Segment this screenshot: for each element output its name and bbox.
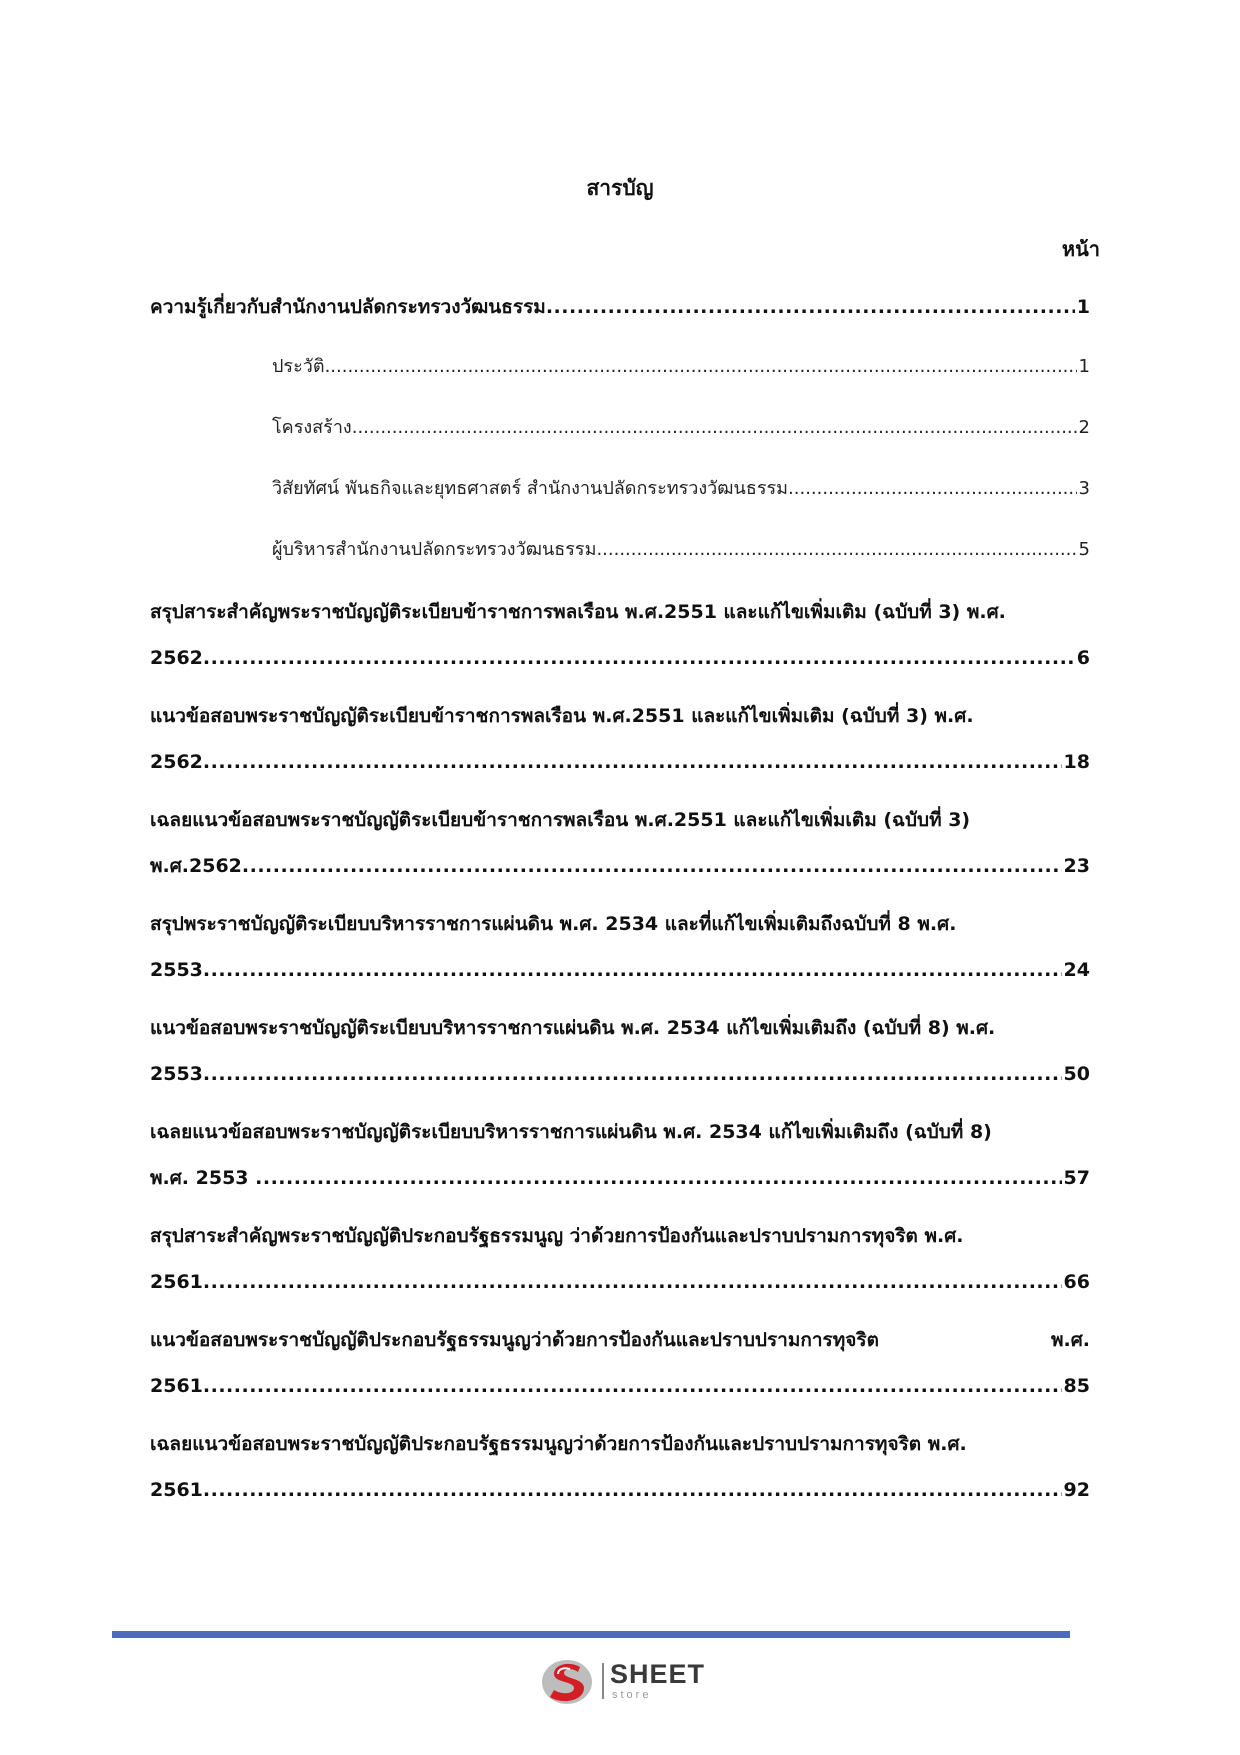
toc-leader-dots — [352, 413, 1077, 443]
toc-entry-page: 92 — [1063, 1479, 1090, 1501]
toc-leader-dots — [242, 851, 1062, 881]
toc-entry-text: เฉลยแนวข้อสอบพระราชบัญญัติระเบียบข้าราชการพลเรือน พ.ศ.2551 และแก้ไขเพิ่มเติม (ฉบับที่ 3) — [150, 809, 971, 831]
toc-entry-line2[interactable] — [150, 1163, 1090, 1193]
toc-entry-line2[interactable] — [150, 955, 1090, 985]
toc-entry-text: สรุปสาระสำคัญพระราชบัญญัติระเบียบข้าราชการพลเรือน พ.ศ.2551 และแก้ไขเพิ่มเติม (ฉบับที่ 3) พ.ศ. — [150, 601, 1006, 623]
footer-rule — [112, 1631, 1070, 1638]
toc-entry-text: ประวัติ — [272, 356, 325, 377]
toc-entry-page: 2 — [1078, 417, 1090, 438]
toc-entry-line1[interactable] — [150, 597, 1090, 627]
page-title: สารบัญ — [586, 176, 654, 200]
toc-entry-text: ความรู้เกี่ยวกับสำนักงานปลัดกระทรวงวัฒนธรรม — [150, 296, 546, 318]
logo-divider — [602, 1663, 604, 1699]
toc-leader-dots — [546, 292, 1075, 322]
page-column-header: หน้า — [1061, 237, 1100, 261]
sheet-store-s-icon — [540, 1655, 598, 1707]
toc-entry-page: 66 — [1063, 1271, 1090, 1293]
logo-subtext: store — [612, 1689, 652, 1701]
sheet-store-logo — [540, 1655, 720, 1707]
toc-entry-line1[interactable] — [150, 1221, 1090, 1251]
toc-entry-text: วิสัยทัศน์ พันธกิจและยุทธศาสตร์ สำนักงานปลัดกระทรวงวัฒนธรรม — [272, 478, 789, 499]
toc-entry-page: 3 — [1078, 478, 1090, 499]
toc-entry-page: 1 — [1076, 296, 1090, 318]
toc-subentry[interactable] — [272, 535, 1090, 565]
toc-entry-page: 6 — [1076, 647, 1090, 669]
toc-entry-text: พ.ศ.2562 — [150, 855, 242, 877]
toc-entry-text: แนวข้อสอบพระราชบัญญัติระเบียบข้าราชการพลเรือน พ.ศ.2551 และแก้ไขเพิ่มเติม (ฉบับที่ 3) พ.ศ. — [150, 705, 974, 727]
toc-leader-dots — [203, 1475, 1062, 1505]
toc-subentry[interactable] — [272, 413, 1090, 443]
toc-entry-line1[interactable] — [150, 805, 1090, 835]
toc-entry-page: 85 — [1063, 1375, 1090, 1397]
toc-leader-dots — [203, 1371, 1062, 1401]
toc-entry-line2[interactable] — [150, 747, 1090, 777]
toc-entry-text: เฉลยแนวข้อสอบพระราชบัญญัติระเบียบบริหารราชการแผ่นดิน พ.ศ. 2534 แก้ไขเพิ่มเติมถึง (ฉบับที่ 8) — [150, 1121, 992, 1143]
toc-leader-dots — [203, 1267, 1062, 1297]
toc-leader-dots — [203, 955, 1062, 985]
toc-subentry[interactable] — [272, 474, 1090, 504]
toc-entry-text: โครงสร้าง — [272, 417, 352, 438]
toc-entry-text: เฉลยแนวข้อสอบพระราชบัญญัติประกอบรัฐธรรมนูญว่าด้วยการป้องกันและปราบปรามการทุจริต พ.ศ. — [150, 1433, 967, 1455]
toc-entry-page: 57 — [1063, 1167, 1090, 1189]
toc-entry[interactable] — [150, 292, 1090, 322]
toc-entry-line1[interactable] — [150, 1325, 1090, 1355]
toc-entry-line1[interactable] — [150, 1013, 1090, 1043]
toc-entry-text: 2561 — [150, 1375, 203, 1397]
toc-leader-dots — [203, 747, 1062, 777]
toc-entry-line2[interactable] — [150, 643, 1090, 673]
toc-leader-dots — [255, 1163, 1061, 1193]
logo-wordmark: SHEET — [610, 1659, 706, 1689]
toc-entry-text: 2553 — [150, 1063, 203, 1085]
toc-entry-text: สรุปสาระสำคัญพระราชบัญญัติประกอบรัฐธรรมนูญ ว่าด้วยการป้องกันและปราบปรามการทุจริต พ.ศ. — [150, 1225, 964, 1247]
toc-entry-line2[interactable] — [150, 851, 1090, 881]
toc-entry-text: 2562 — [150, 647, 203, 669]
toc-entry-line1[interactable] — [150, 1429, 1090, 1459]
toc-leader-dots — [596, 535, 1076, 565]
toc-entry-page: 50 — [1063, 1063, 1090, 1085]
toc-entry-page: 5 — [1078, 539, 1090, 560]
toc-leader-dots — [203, 643, 1075, 673]
toc-entry-text-end: พ.ศ. — [1050, 1329, 1090, 1351]
toc-leader-dots — [325, 352, 1077, 382]
toc-entry-text: 2562 — [150, 751, 203, 773]
toc-entry-line2[interactable] — [150, 1475, 1090, 1505]
toc-entry-line1[interactable] — [150, 1117, 1090, 1147]
toc-entry-page: 18 — [1063, 751, 1090, 773]
toc-entry-page: 23 — [1063, 855, 1090, 877]
toc-entry-text: 2561 — [150, 1271, 203, 1293]
toc-leader-dots — [203, 1059, 1062, 1089]
toc-entry-text: แนวข้อสอบพระราชบัญญัติระเบียบบริหารราชการแผ่นดิน พ.ศ. 2534 แก้ไขเพิ่มเติมถึง (ฉบับที่ 8) พ.ศ. — [150, 1017, 996, 1039]
toc-entry-line2[interactable] — [150, 1059, 1090, 1089]
toc-entry-text: 2553 — [150, 959, 203, 981]
toc-entry-text: พ.ศ. 2553 — [150, 1167, 256, 1189]
toc-entry-text: แนวข้อสอบพระราชบัญญัติประกอบรัฐธรรมนูญว่าด้วยการป้องกันและปราบปรามการทุจริต — [150, 1329, 879, 1351]
toc-entry-text: สรุปพระราชบัญญัติระเบียบบริหารราชการแผ่นดิน พ.ศ. 2534 และที่แก้ไขเพิ่มเติมถึงฉบับที่ 8 พ.ศ. — [150, 913, 957, 935]
toc-leader-dots — [788, 474, 1077, 504]
toc-entry-line2[interactable] — [150, 1371, 1090, 1401]
toc-entry-text: 2561 — [150, 1479, 203, 1501]
toc-entry-text: ผู้บริหารสำนักงานปลัดกระทรวงวัฒนธรรม — [272, 539, 597, 560]
toc-entry-line1[interactable] — [150, 909, 1090, 939]
toc-subentry[interactable] — [272, 352, 1090, 382]
toc-entry-page: 24 — [1063, 959, 1090, 981]
toc-entry-line2[interactable] — [150, 1267, 1090, 1297]
toc-entry-line1[interactable] — [150, 701, 1090, 731]
toc-entry-page: 1 — [1078, 356, 1090, 377]
